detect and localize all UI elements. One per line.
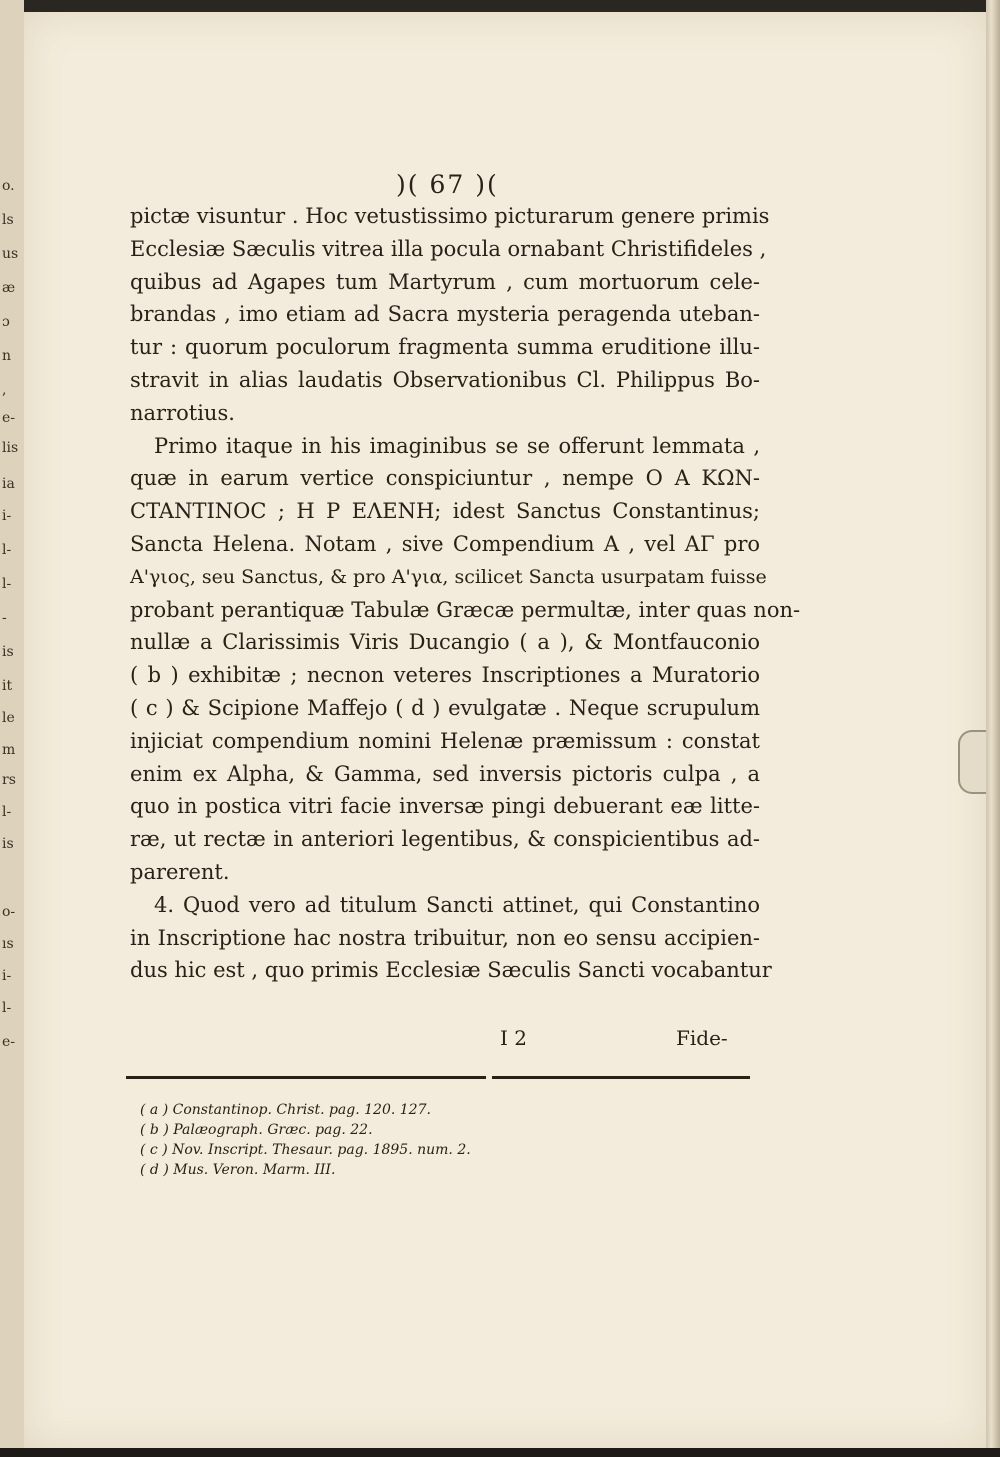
footnote: ( c ) Nov. Inscript. Thesaur. pag. 1895. num. 2. (140, 1142, 471, 1158)
text-line: quæ in earum vertice conspiciuntur , nempe O A KΩN- (130, 466, 760, 491)
margin-fragment: - (2, 610, 7, 626)
footnote: ( b ) Palæograph. Græc. pag. 22. (140, 1122, 373, 1138)
margin-fragment: i- (2, 968, 12, 984)
margin-fragment: us (2, 246, 19, 262)
text-line: Α'γιος, seu Sanctus, & pro Α'για, scilicet Sancta usurpatam fuisse (130, 565, 767, 588)
text-line: quibus ad Agapes tum Martyrum , cum mortuorum cele- (130, 269, 760, 294)
margin-fragment: ɔ (2, 314, 10, 330)
text-line: nullæ a Clarissimis Viris Ducangio ( a ), & Montfauconio (130, 630, 760, 655)
text-line: Ecclesiæ Sæculis vitrea illa pocula ornabant Christifideles , (130, 236, 767, 261)
bottom-edge (0, 1448, 1000, 1457)
text-line: Primo itaque in his imaginibus se se offerunt lemmata , (154, 433, 760, 458)
footnote: ( a ) Constantinop. Christ. pag. 120. 127. (140, 1102, 431, 1118)
text-line: tur : quorum poculorum fragmenta summa eruditione illu- (130, 335, 760, 360)
margin-fragment: ls (2, 212, 14, 228)
page-edge (986, 0, 1000, 1457)
margin-fragment: , (2, 382, 7, 398)
text-line: quo in postica vitri facie inversæ pingi debuerant eæ litte- (130, 794, 760, 819)
footnote-rule-left (126, 1076, 486, 1079)
margin-fragment: m (2, 742, 16, 758)
text-line: ( c ) & Scipione Maffejo ( d ) evulgatæ . Neque scrupulum (130, 695, 760, 720)
text-line: 4. Quod vero ad titulum Sancti attinet, qui Constantino (154, 892, 760, 917)
margin-fragment: l- (2, 804, 12, 820)
text-line: enim ex Alpha, & Gamma, sed inversis pictoris culpa , a (130, 761, 760, 786)
text-line: probant perantiquæ Tabulæ Græcæ permultæ, inter quas non- (130, 597, 801, 622)
footnote: ( d ) Mus. Veron. Marm. III. (140, 1162, 336, 1178)
text-line: narrotius. (130, 400, 235, 425)
adjacent-page-strip (0, 0, 24, 1457)
signature-mark: I 2 (500, 1026, 527, 1050)
margin-fragment: o- (2, 904, 16, 920)
margin-fragment: it (2, 678, 13, 694)
margin-fragment: ia (2, 476, 15, 492)
text-line: Sancta Helena. Notam , sive Compendium A , vel AΓ pro (130, 531, 760, 556)
text-line: in Inscriptione hac nostra tribuitur, non eo sensu accipien- (130, 925, 760, 950)
text-line: CTANTINOC ; H P EΛENH; idest Sanctus Constantinus; (130, 499, 760, 524)
margin-fragment: e- (2, 410, 16, 426)
footnotes (140, 1100, 560, 1180)
footnote-rule-right (492, 1076, 750, 1079)
margin-fragment: ıs (2, 936, 14, 952)
margin-fragment: is (2, 836, 14, 852)
page-number: )( 67 )( (396, 170, 499, 199)
text-line: injiciat compendium nomini Helenæ præmissum : constat (130, 728, 760, 753)
margin-fragment: o. (2, 178, 15, 194)
text-line: parerent. (130, 859, 230, 884)
margin-fragment: n (2, 348, 12, 364)
margin-fragment: lis (2, 440, 19, 456)
margin-fragment: i- (2, 508, 12, 524)
margin-fragment: l- (2, 1000, 12, 1016)
margin-fragment: l- (2, 576, 12, 592)
margin-fragment: le (2, 710, 15, 726)
margin-fragment: is (2, 644, 14, 660)
margin-fragment: æ (2, 280, 16, 296)
margin-fragment: e- (2, 1034, 16, 1050)
catchword: Fide- (676, 1026, 728, 1050)
text-line: brandas , imo etiam ad Sacra mysteria peragenda uteban- (130, 302, 760, 327)
text-line: dus hic est , quo primis Ecclesiæ Sæculis Sancti vocabantur (130, 958, 772, 983)
body-text (130, 200, 801, 987)
margin-fragment: rs (2, 772, 16, 788)
margin-fragment: l- (2, 542, 12, 558)
text-line: ( b ) exhibitæ ; necnon veteres Inscriptiones a Muratorio (130, 663, 760, 688)
text-line: ræ, ut rectæ in anteriori legentibus, & conspicientibus ad- (130, 827, 760, 852)
page-tab (958, 730, 986, 794)
text-line: stravit in alias laudatis Observationibus Cl. Philippus Bo- (130, 367, 760, 392)
text-line: pictæ visuntur . Hoc vetustissimo picturarum genere primis (130, 204, 770, 228)
